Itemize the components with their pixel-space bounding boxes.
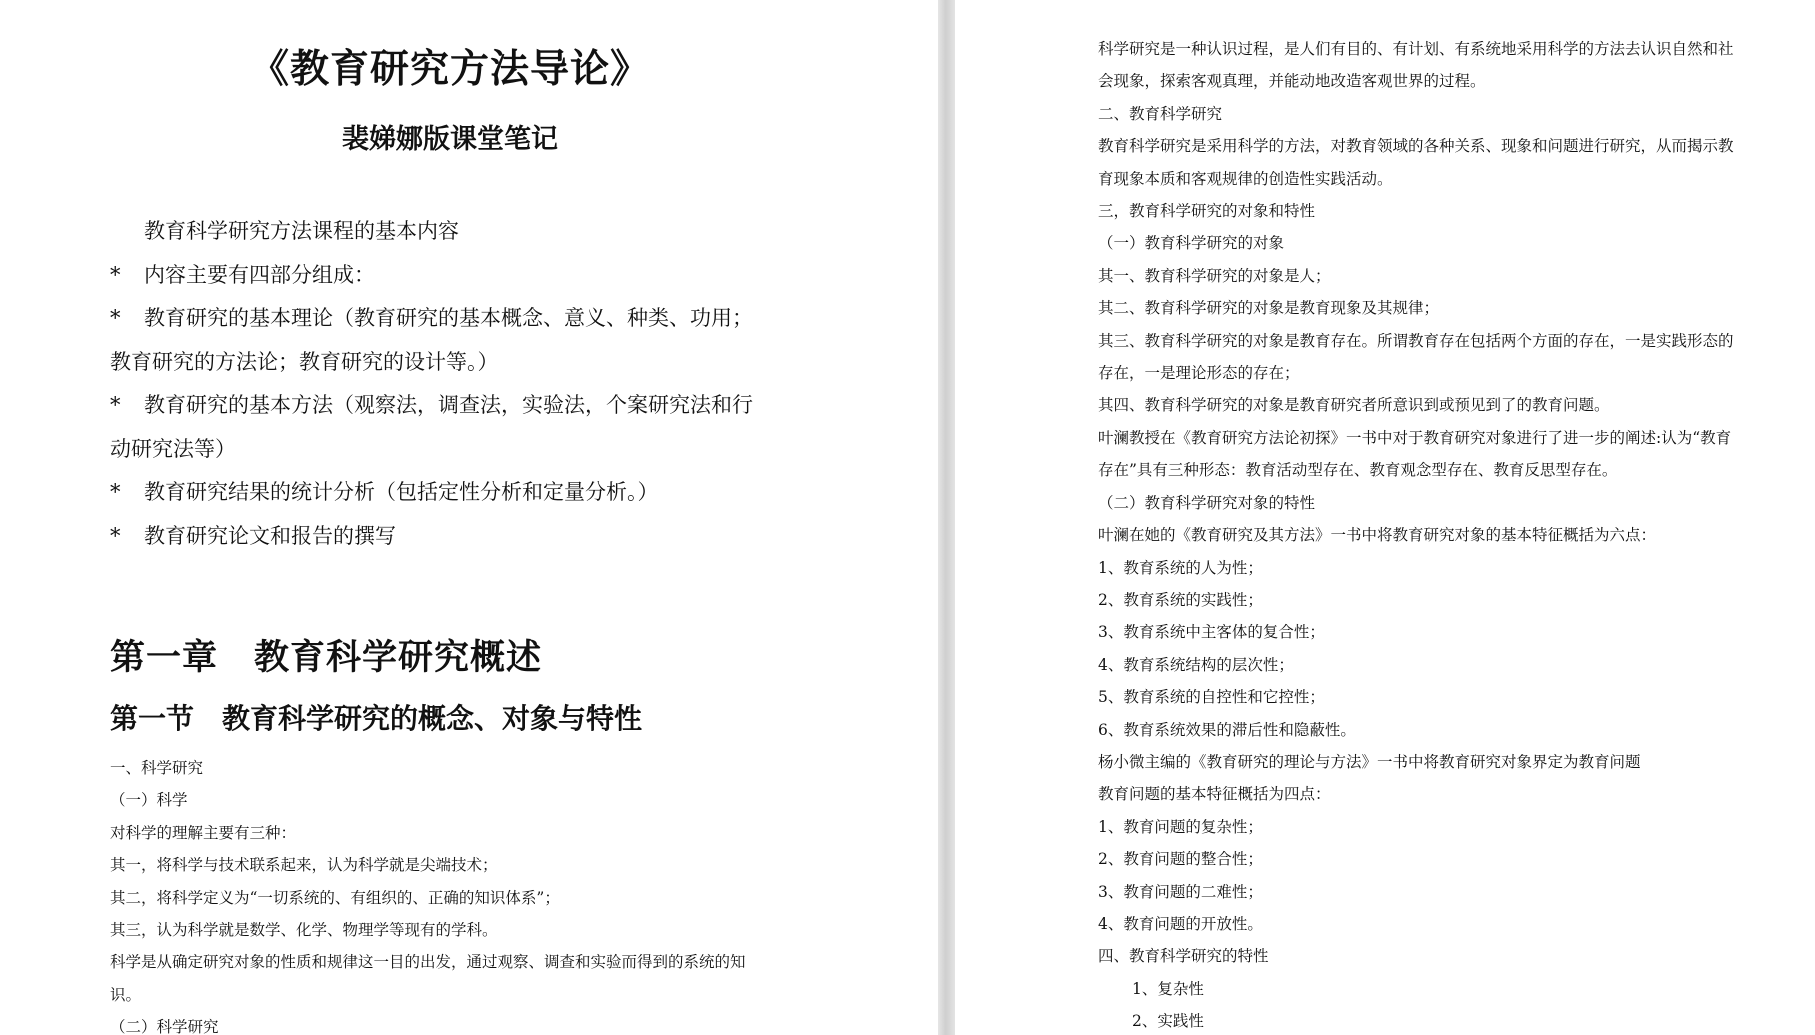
intro-line xyxy=(110,254,810,298)
body-line: （二）教育科学研究对象的特性 xyxy=(1098,493,1316,512)
intro-line xyxy=(110,428,810,472)
intro-line xyxy=(110,515,810,559)
body-line: 其一，将科学与技术联系起来，认为科学就是尖端技术； xyxy=(110,856,498,875)
intro-line xyxy=(110,384,810,428)
body-line: 2、实践性 xyxy=(1132,1012,1204,1031)
bullet-marker: * xyxy=(110,480,121,504)
body-line: 三，教育科学研究的对象和特性 xyxy=(1098,202,1316,221)
body-line: 科学研究是一种认识过程，是人们有目的、有计划、有系统地采用科学的方法去认识自然和社 xyxy=(1098,40,1734,58)
body-line: （一）科学 xyxy=(110,791,188,810)
body-line: 5、教育系统的自控性和它控性； xyxy=(1098,688,1325,707)
intro-text: 教育研究的基本方法（观察法，调查法，实验法，个案研究法和行 xyxy=(144,393,753,417)
body-line: 四、教育科学研究的特性 xyxy=(1098,947,1269,966)
body-line: 其四、教育科学研究的对象是教育研究者所意识到或预见到了的教育问题。 xyxy=(1098,396,1610,415)
body-line: 对科学的理解主要有三种： xyxy=(110,823,297,842)
body-line: 4、教育系统结构的层次性； xyxy=(1098,655,1294,674)
body-line: 6、教育系统效果的滞后性和隐蔽性。 xyxy=(1098,720,1356,739)
bullet-marker: * xyxy=(110,262,121,287)
intro-text: 内容主要有四部分组成： xyxy=(144,262,375,287)
document-page-right xyxy=(955,0,1815,1035)
chapter-heading: 第一章 教育科学研究概述 xyxy=(110,637,543,678)
body-text-right xyxy=(1098,33,1798,1035)
body-line: 1、复杂性 xyxy=(1132,979,1204,998)
body-line: 存在，一是理论形态的存在； xyxy=(1098,364,1300,383)
body-line: 科学是从确定研究对象的性质和规律这一目的出发，通过观察、调查和实验而得到的系统的知 xyxy=(110,953,746,972)
bullet-marker: * xyxy=(110,306,121,330)
body-line: 3、教育系统中主客体的复合性； xyxy=(1098,623,1325,642)
body-line: 1、教育问题的复杂性； xyxy=(1098,817,1263,836)
bullet-marker: * xyxy=(110,393,121,417)
body-text-left xyxy=(110,752,810,1035)
intro-text: 教育科学研究方法课程的基本内容 xyxy=(144,219,459,243)
bullet-marker: * xyxy=(110,523,121,548)
body-line: （一）教育科学研究的对象 xyxy=(1098,234,1285,253)
body-line: 其一、教育科学研究的对象是人； xyxy=(1098,266,1331,285)
section-heading: 第一节 教育科学研究的概念、对象与特性 xyxy=(110,702,643,735)
body-line: 教育问题的基本特征概括为四点： xyxy=(1098,785,1331,804)
body-line: 存在”具有三种形态：教育活动型存在、教育观念型存在、教育反思型存在。 xyxy=(1098,461,1618,480)
body-line: 3、教育问题的二难性； xyxy=(1098,882,1263,901)
body-line: 其三、教育科学研究的对象是教育存在。所谓教育存在包括两个方面的存在，一是实践形态的 xyxy=(1098,331,1734,350)
body-line: 一、科学研究 xyxy=(110,759,204,777)
document-subtitle: 裴娣娜版课堂笔记 xyxy=(342,124,558,155)
intro-block xyxy=(110,210,810,558)
document-title: 《教育研究方法导论》 xyxy=(249,46,650,92)
intro-text: 动研究法等） xyxy=(110,436,236,461)
body-line: 会现象，探索客观真理，并能动地改造客观世界的过程。 xyxy=(1098,72,1486,91)
intro-text: 教育研究的方法论；教育研究的设计等。） xyxy=(110,349,499,374)
body-line: 其三，认为科学就是数学、化学、物理学等现有的学科。 xyxy=(110,921,498,940)
body-line: 教育科学研究是采用科学的方法，对教育领域的各种关系、现象和问题进行研究，从而揭示教 xyxy=(1098,137,1734,156)
body-line: 杨小微主编的《教育研究的理论与方法》一书中将教育研究对象界定为教育问题 xyxy=(1098,752,1641,771)
body-line: 1、教育系统的人为性； xyxy=(1098,558,1263,577)
page-gutter xyxy=(938,0,955,1035)
body-line: 二、教育科学研究 xyxy=(1098,104,1223,123)
intro-line xyxy=(110,297,810,341)
intro-line xyxy=(110,471,810,515)
intro-text: 教育研究论文和报告的撰写 xyxy=(144,523,396,548)
body-line: 其二，将科学定义为“一切系统的、有组织的、正确的知识体系”； xyxy=(110,888,560,907)
intro-text: 教育研究结果的统计分析（包括定性分析和定量分析。） xyxy=(144,480,659,504)
body-line: 其二、教育科学研究的对象是教育现象及其规律； xyxy=(1098,299,1440,318)
body-line: （二）科学研究 xyxy=(110,1018,219,1035)
body-line: 2、教育系统的实践性； xyxy=(1098,590,1263,609)
body-line: 叶澜教授在《教育研究方法论初探》一书中对于教育研究对象进行了进一步的阐述:认为“教育 xyxy=(1098,428,1732,447)
body-line: 2、教育问题的整合性； xyxy=(1098,850,1263,869)
body-line: 识。 xyxy=(110,985,142,1004)
intro-line xyxy=(110,341,810,385)
intro-line xyxy=(110,210,810,254)
body-line: 叶澜在她的《教育研究及其方法》一书中将教育研究对象的基本特征概括为六点： xyxy=(1098,526,1657,545)
body-line: 4、教育问题的开放性。 xyxy=(1098,914,1263,933)
body-line: 育现象本质和客观规律的创造性实践活动。 xyxy=(1098,169,1393,188)
intro-text: 教育研究的基本理论（教育研究的基本概念、意义、种类、功用； xyxy=(144,306,753,330)
